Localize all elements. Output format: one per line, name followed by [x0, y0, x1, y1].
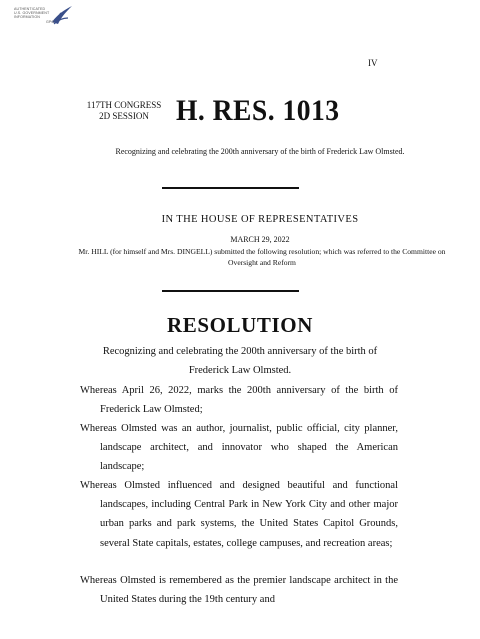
session-label: 2D SESSION: [99, 111, 149, 121]
seal-text-line: U.S. GOVERNMENT: [14, 11, 50, 16]
gpo-authentication-seal: [6, 2, 76, 30]
whereas-clause: Whereas Olmsted was an author, journalist, public official, city planner, landscape architect, and innovator who shaped the American landscape;: [80, 423, 398, 473]
whereas-clause: Whereas Olmsted is remembered as the premier landscape architect in the United States during the 19th century and: [80, 575, 398, 606]
introduction-text: Mr. HILL (for himself and Mrs. DINGELL) submitted the following resolution; which was referred to the Committee on Oversight and Reform: [78, 247, 446, 267]
page-number: IV: [368, 58, 378, 68]
seal-text-line: AUTHENTICATED: [14, 7, 46, 11]
congress-session: [78, 100, 170, 122]
seal-text-line: INFORMATION: [14, 15, 40, 20]
resolution-heading: RESOLUTION: [166, 313, 314, 337]
divider: [162, 290, 299, 292]
whereas-clause: Whereas Olmsted influenced and designed beautiful and functional landscapes, including Central Park in New York City and other major urban parks and park systems, the United States Capitol Grounds, several State capitals, estates, college campuses, and recreation areas;: [80, 480, 398, 549]
purpose-text: Recognizing and celebrating the 200th anniversary of the birth of Frederick Law Olmsted.: [102, 346, 378, 376]
congress-label: 117TH CONGRESS: [86, 100, 162, 110]
seal-text-line: GPO: [46, 19, 55, 24]
short-title: Recognizing and celebrating the 200th anniversary of the birth of Frederick Law Olmsted.: [115, 147, 405, 156]
chamber-heading: IN THE HOUSE OF REPRESENTATIVES: [161, 214, 359, 225]
introduction-date: MARCH 29, 2022: [230, 235, 290, 244]
divider: [162, 187, 299, 189]
bill-number: H. RES. 1013: [176, 94, 340, 127]
whereas-clause: Whereas April 26, 2022, marks the 200th anniversary of the birth of Frederick Law Olmsted;: [80, 385, 398, 416]
